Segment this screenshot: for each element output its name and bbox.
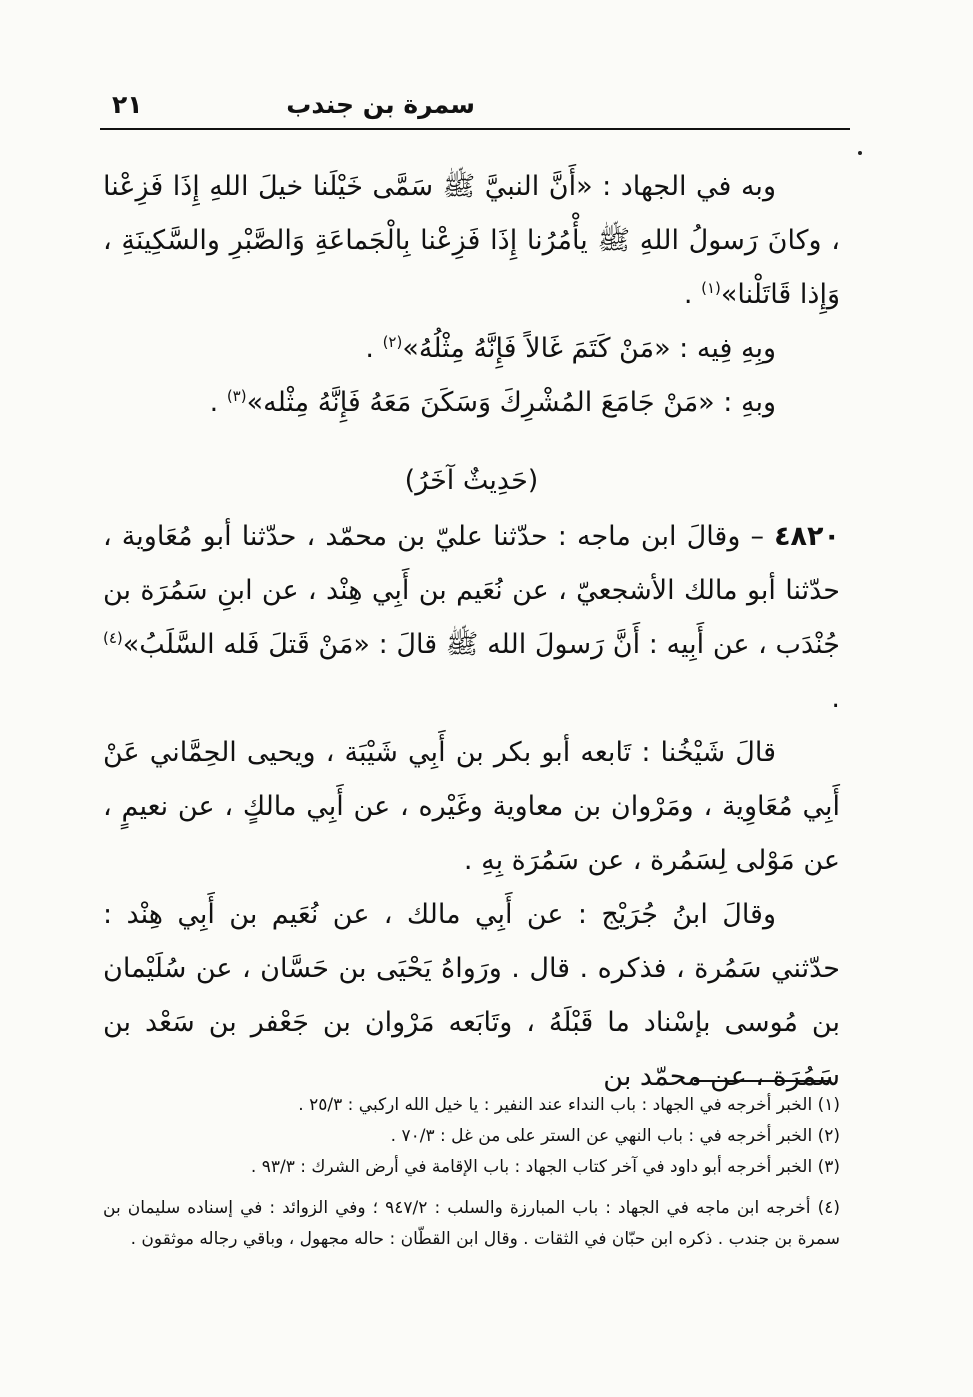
page-number: ٢١	[112, 90, 143, 119]
paragraph-ghall	[103, 322, 840, 376]
footnote-ref: (٤)	[103, 629, 123, 647]
paragraph-text: وبهِ : «مَنْ جَامَعَ المُشْرِكَ وَسَكَنَ مَعَهُ فَإِنَّهُ مِثْله»	[246, 387, 776, 418]
paragraph-mushrik	[103, 376, 840, 430]
header-rule	[100, 128, 850, 130]
main-text	[103, 160, 840, 1104]
paragraph-text: وبه في الجهاد : «أَنَّ النبيَّ ﷺ سَمَّى خَيْلَنا خيلَ اللهِ إِذَا فَزِعْنا ، وكانَ رَسولُ اللهِ ﷺ يأْمُرُنا إِذَا فَزِعْنا بِالْجَماعَةِ وَالصَّبْرِ والسَّكِينَةِ ، وَإِذا قَاتَلْنا»	[103, 171, 840, 310]
paragraph-text: – وقالَ ابن ماجه : حدّثنا عليّ بن محمّد ، حدّثنا أبو مُعَاوية ، حدّثنا أبو مالك الأشجعيّ ، عن نُعَيم بن أَبِي هِنْد ، عن ابنِ سَمُرَة بن جُنْدَب ، عن أَبِيه : أَنَّ رَسولَ الله ﷺ قالَ : «مَنْ قَتلَ فَله السَّلَبُ»	[103, 521, 840, 660]
footnote-4: (٤) أخرجه ابن ماجه في الجهاد : باب المبارزة والسلب : ٩٤٧/٢ ؛ وفي الزوائد : في إسناده سليمان بن سمرة بن جندب . ذكره ابن حبّان في الثقات . وقال ابن القطّان : حاله مجهول ، وباقي رجاله موثقون .	[103, 1198, 840, 1249]
paragraph-jihad	[103, 160, 840, 322]
section-heading: (حَدِيثٌ آخَرُ)	[404, 465, 539, 496]
footnotes	[103, 1090, 840, 1255]
footnote-ref: (٢)	[382, 333, 403, 351]
footnote-ref: (٣)	[226, 387, 247, 405]
footnote-ref: (١)	[701, 279, 721, 297]
paragraph-ibn-jurayj: وقالَ ابنُ جُرَيْج : عن أَبِي مالك ، عن نُعَيم بن أَبِي هِنْد : حدّثني سَمُرة ، فذكره . قال . ورَواهُ يَحْيَى بن حَسَّان ، عن سُلَيْمان بن مُوسى بإسْناد ما قَبْلَهُ ، وتَابَعه مَرْوان بن جَعْفر بن سَعْد بن سَمُرَة ، عن محمّد بن	[103, 899, 840, 1092]
paragraph-hadith-4820	[103, 510, 840, 726]
margin-speck	[858, 151, 862, 155]
paragraph-end: .	[365, 333, 383, 364]
footnote-1: (١) الخبر أخرجه في الجهاد : باب النداء عند النفير : يا خيل الله اركبي : ٢٥/٣ .	[298, 1095, 840, 1115]
footnote-2: (٢) الخبر أخرجه في : باب النهي عن الستر على من غل : ٧٠/٣ .	[390, 1126, 840, 1146]
paragraph-end: .	[209, 387, 227, 418]
hadith-number: ٤٨٢٠	[774, 521, 840, 552]
page-header	[100, 82, 850, 130]
footnote-3: (٣) الخبر أخرجه أبو داود في آخر كتاب الجهاد : باب الإقامة في أرض الشرك : ٩٣/٣ .	[250, 1157, 840, 1177]
footnote-rule	[694, 1080, 831, 1082]
paragraph-end: .	[831, 683, 840, 714]
paragraph-text: وبِهِ فِيه : «مَنْ كَتَمَ غَالاً فَإِنَّهُ مِثْلُهُ»	[402, 333, 776, 364]
paragraph-shaykhuna: قالَ شَيْخُنا : تَابعه أبو بكر بن أَبِي شَيْبَة ، ويحيى الحِمَّاني عَنْ أَبِي مُعَاوِية ، ومَرْوان بن معاوية وغَيْره ، عن أَبِي مالكٍ ، عن نعيمٍ ، عن مَوْلى لِسَمُرة ، عن سَمُرَة بِهِ .	[103, 737, 840, 876]
running-title: سمرة بن جندب	[286, 90, 475, 119]
paragraph-end: .	[683, 279, 702, 310]
